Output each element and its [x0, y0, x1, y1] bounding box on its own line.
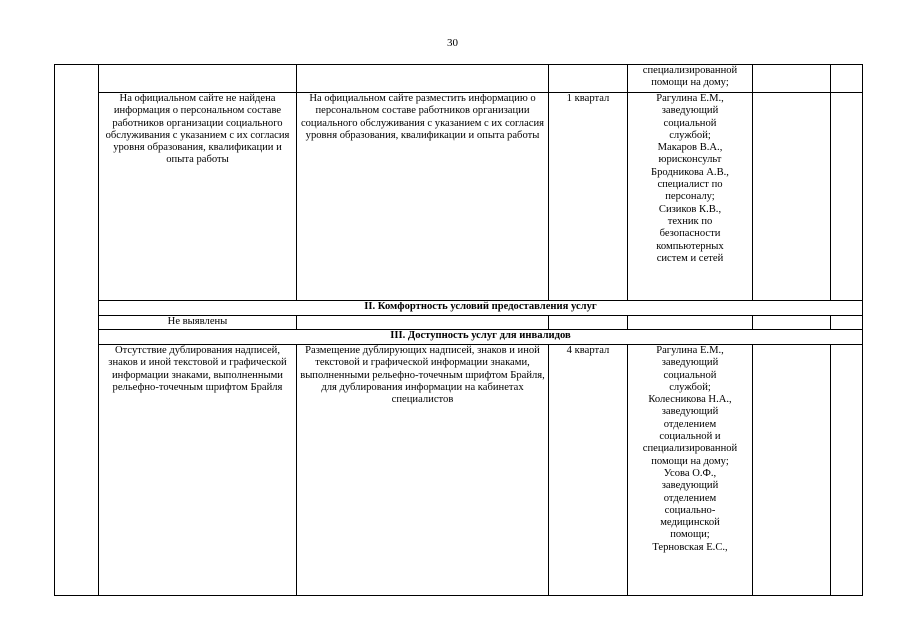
table-cell	[549, 65, 628, 93]
shortcoming-cell: На официальном сайте не найдена информация о персональном составе работников организации социального обслуживания с указанием с их согласия уровня образования, квалификации и опыта работы	[99, 93, 297, 301]
section-row	[55, 330, 863, 345]
measure-cell: Размещение дублирующих надписей, знаков и иной текстовой и графической информации знаками, выполненными рельефно-точечным шрифтом Брайля, для дублирования информации на кабинетах специалистов	[297, 345, 549, 596]
table-cell	[753, 316, 831, 330]
table-cell	[753, 65, 831, 93]
table-cell	[753, 345, 831, 596]
section-row	[55, 301, 863, 316]
table-cell	[99, 65, 297, 93]
table-cell	[831, 93, 863, 301]
section-heading: II. Комфортность условий предоставления услуг	[99, 301, 863, 316]
table-row	[55, 345, 863, 596]
table-cell: специализированной помощи на дому;	[628, 65, 753, 93]
deadline-cell: 1 квартал	[549, 93, 628, 301]
table-row	[55, 93, 863, 301]
section-heading: III. Доступность услуг для инвалидов	[99, 330, 863, 345]
table-row	[55, 65, 863, 93]
measure-cell	[297, 316, 549, 330]
deadline-cell	[549, 316, 628, 330]
table-cell	[55, 65, 99, 596]
responsible-cell: Рагулина Е.М., заведующий социальной службой; Колесникова Н.А., заведующий отделением социальной и специализированной помощи на дому; Усова О.Ф., заведующий отделением социально- медицинской помощи; Терновская Е.С.,	[628, 345, 753, 596]
page-number: 30	[447, 37, 458, 49]
table-cell	[753, 93, 831, 301]
shortcoming-cell: Отсутствие дублирования надписей, знаков и иной текстовой и графической информации знаками, выполненными рельефно-точечным шрифтом Брайля	[99, 345, 297, 596]
table-cell	[831, 345, 863, 596]
responsible-cell	[628, 316, 753, 330]
improvement-plan-table	[54, 64, 863, 596]
deadline-cell: 4 квартал	[549, 345, 628, 596]
table-cell	[831, 316, 863, 330]
responsible-cell: Рагулина Е.М., заведующий социальной службой; Макаров В.А., юрисконсульт Бродникова А.В., специалист по персоналу; Сизиков К.В., техник по безопасности компьютерных систем и сетей	[628, 93, 753, 301]
table-row	[55, 316, 863, 330]
table-cell	[297, 65, 549, 93]
measure-cell: На официальном сайте разместить информацию о персональном составе работников организации социального обслуживания с указанием с их согласия уровня образования, квалификации и опыта работы	[297, 93, 549, 301]
shortcoming-cell: Не выявлены	[99, 316, 297, 330]
table-cell	[831, 65, 863, 93]
